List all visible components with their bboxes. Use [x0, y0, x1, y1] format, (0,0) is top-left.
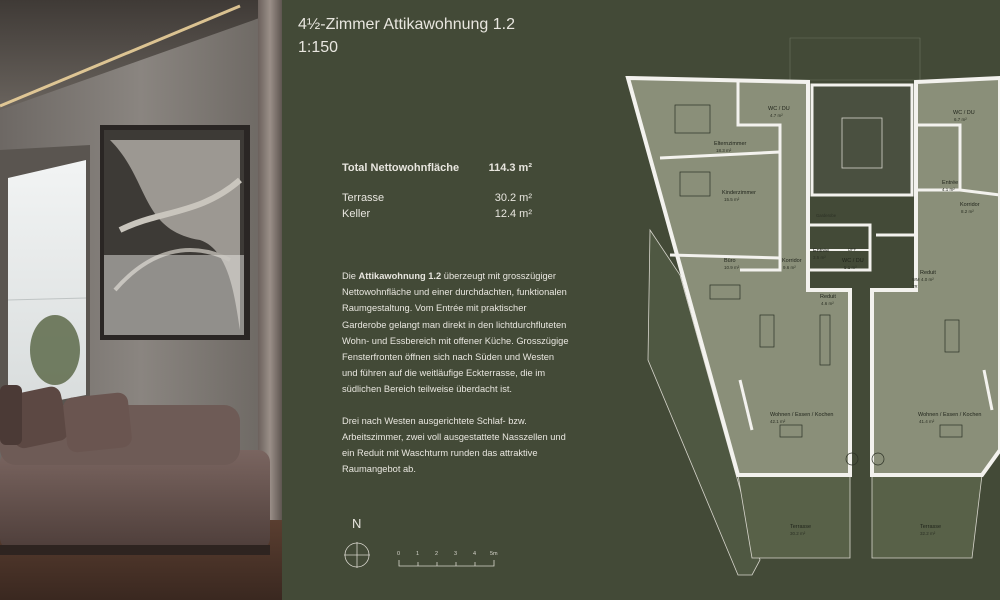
area-row-terrace: [342, 190, 532, 206]
svg-text:41.4 m²: 41.4 m²: [919, 419, 935, 424]
plan-small-label: WM: [912, 277, 920, 282]
svg-text:Wohnen / Essen / Kochen: Wohnen / Essen / Kochen: [918, 412, 982, 418]
svg-text:Reduit: Reduit: [920, 270, 936, 276]
desc-text: überzeugt mit grosszügiger Nettowohnfläche und einer durchdachten, funktionalen Raumgestaltung. Vom Entrée mit praktischer Garderobe gelangt man direkt in den lichtdurchfluteten Wohn- und Essbereich mit offener Küche. Grosszügige Fensterfronten öffnen sich nach Süden und Westen und führen auf die weitläufige Eckterrasse, die im südlichen Bereich teilweise überdacht ist.: [342, 271, 569, 395]
svg-text:Reduit: Reduit: [820, 294, 836, 300]
area-value: 114.3 m²: [488, 162, 532, 174]
area-label: Terrasse: [342, 192, 385, 204]
svg-text:10.9 m²: 10.9 m²: [724, 265, 740, 270]
north-label: N: [352, 516, 362, 531]
interior-photo: [0, 0, 282, 600]
svg-text:6.7 m²: 6.7 m²: [954, 117, 967, 122]
svg-text:32.2 m²: 32.2 m²: [920, 531, 936, 536]
svg-text:4.6 m²: 4.6 m²: [821, 301, 834, 306]
svg-text:Büro: Büro: [724, 258, 736, 264]
plan-scale: 1:150: [298, 39, 339, 56]
svg-text:4.0 m²: 4.0 m²: [921, 277, 934, 282]
area-label: Keller: [342, 208, 371, 220]
plan-small-label: TR: [912, 284, 918, 289]
svg-text:Entrée: Entrée: [942, 180, 959, 186]
scale-tick-label: 2: [435, 551, 439, 557]
scale-bar: [396, 546, 506, 576]
room-label-wc-du-2: [842, 258, 864, 270]
svg-text:42.1 m²: 42.1 m²: [770, 419, 786, 424]
svg-text:5.1 m²: 5.1 m²: [844, 265, 857, 270]
floor-plan: [620, 30, 1000, 600]
svg-text:Korridor: Korridor: [782, 258, 802, 264]
svg-text:3.5 m²: 3.5 m²: [813, 255, 826, 260]
desc-text: Die: [342, 271, 359, 281]
scale-tick-label: 4: [473, 551, 477, 557]
plan-small-label: Garderobe: [816, 213, 837, 218]
area-row-cellar: [342, 206, 532, 222]
scale-tick-label: 5m: [490, 551, 498, 557]
svg-text:Entrée: Entrée: [813, 248, 830, 254]
svg-text:WC / DU: WC / DU: [842, 258, 864, 264]
svg-text:Elternzimmer: Elternzimmer: [714, 141, 747, 147]
description-paragraph-2: Drei nach Westen ausgerichtete Schlaf- bzw. Arbeitszimmer, zwei voll ausgestattete Nasszellen und ein Reduit mit Waschturm runden das attraktive Raumangebot ab.: [342, 415, 566, 475]
description-paragraph-1: [342, 268, 570, 398]
terrace-left: [738, 475, 850, 558]
svg-text:Wohnen / Essen / Kochen: Wohnen / Essen / Kochen: [770, 412, 834, 418]
svg-text:WC / DU: WC / DU: [768, 106, 790, 112]
scale-tick-label: 3: [454, 551, 458, 557]
svg-text:Terrasse: Terrasse: [790, 524, 812, 530]
scale-tick-label: 1: [416, 551, 420, 557]
page-title: 4½-Zimmer Attikawohnung 1.2: [298, 16, 515, 33]
plan-small-label: DFF: [848, 247, 857, 252]
area-value: 12.4 m²: [494, 208, 532, 220]
svg-text:18.3 m²: 18.3 m²: [716, 148, 732, 153]
svg-text:WC / DU: WC / DU: [953, 110, 975, 116]
svg-text:15.5 m²: 15.5 m²: [724, 197, 740, 202]
svg-text:9.6 m²: 9.6 m²: [783, 265, 796, 270]
svg-text:4.7 m²: 4.7 m²: [770, 113, 783, 118]
interior-photo-illustration: [0, 0, 282, 600]
svg-text:Terrasse: Terrasse: [920, 524, 942, 530]
svg-text:Korridor: Korridor: [960, 202, 980, 208]
svg-text:8.2 m²: 8.2 m²: [961, 209, 974, 214]
desc-emphasis: Attikawohnung 1.2: [358, 271, 442, 281]
area-table: [342, 160, 532, 222]
description: [342, 268, 570, 492]
area-row-total: [342, 160, 532, 176]
scale-tick-label: 0: [397, 551, 401, 557]
north-compass: [344, 516, 374, 576]
stair-core: [812, 85, 912, 195]
svg-text:4.1 m²: 4.1 m²: [942, 187, 955, 192]
svg-text:Kinderzimmer: Kinderzimmer: [722, 190, 756, 196]
area-value: 30.2 m²: [494, 192, 532, 204]
room-label-entree-1: [813, 248, 829, 260]
area-label: Total Nettowohnfläche: [342, 162, 460, 174]
compass-icon: [344, 542, 374, 572]
terrace-right: [872, 475, 982, 558]
svg-text:30.2 m²: 30.2 m²: [790, 531, 806, 536]
